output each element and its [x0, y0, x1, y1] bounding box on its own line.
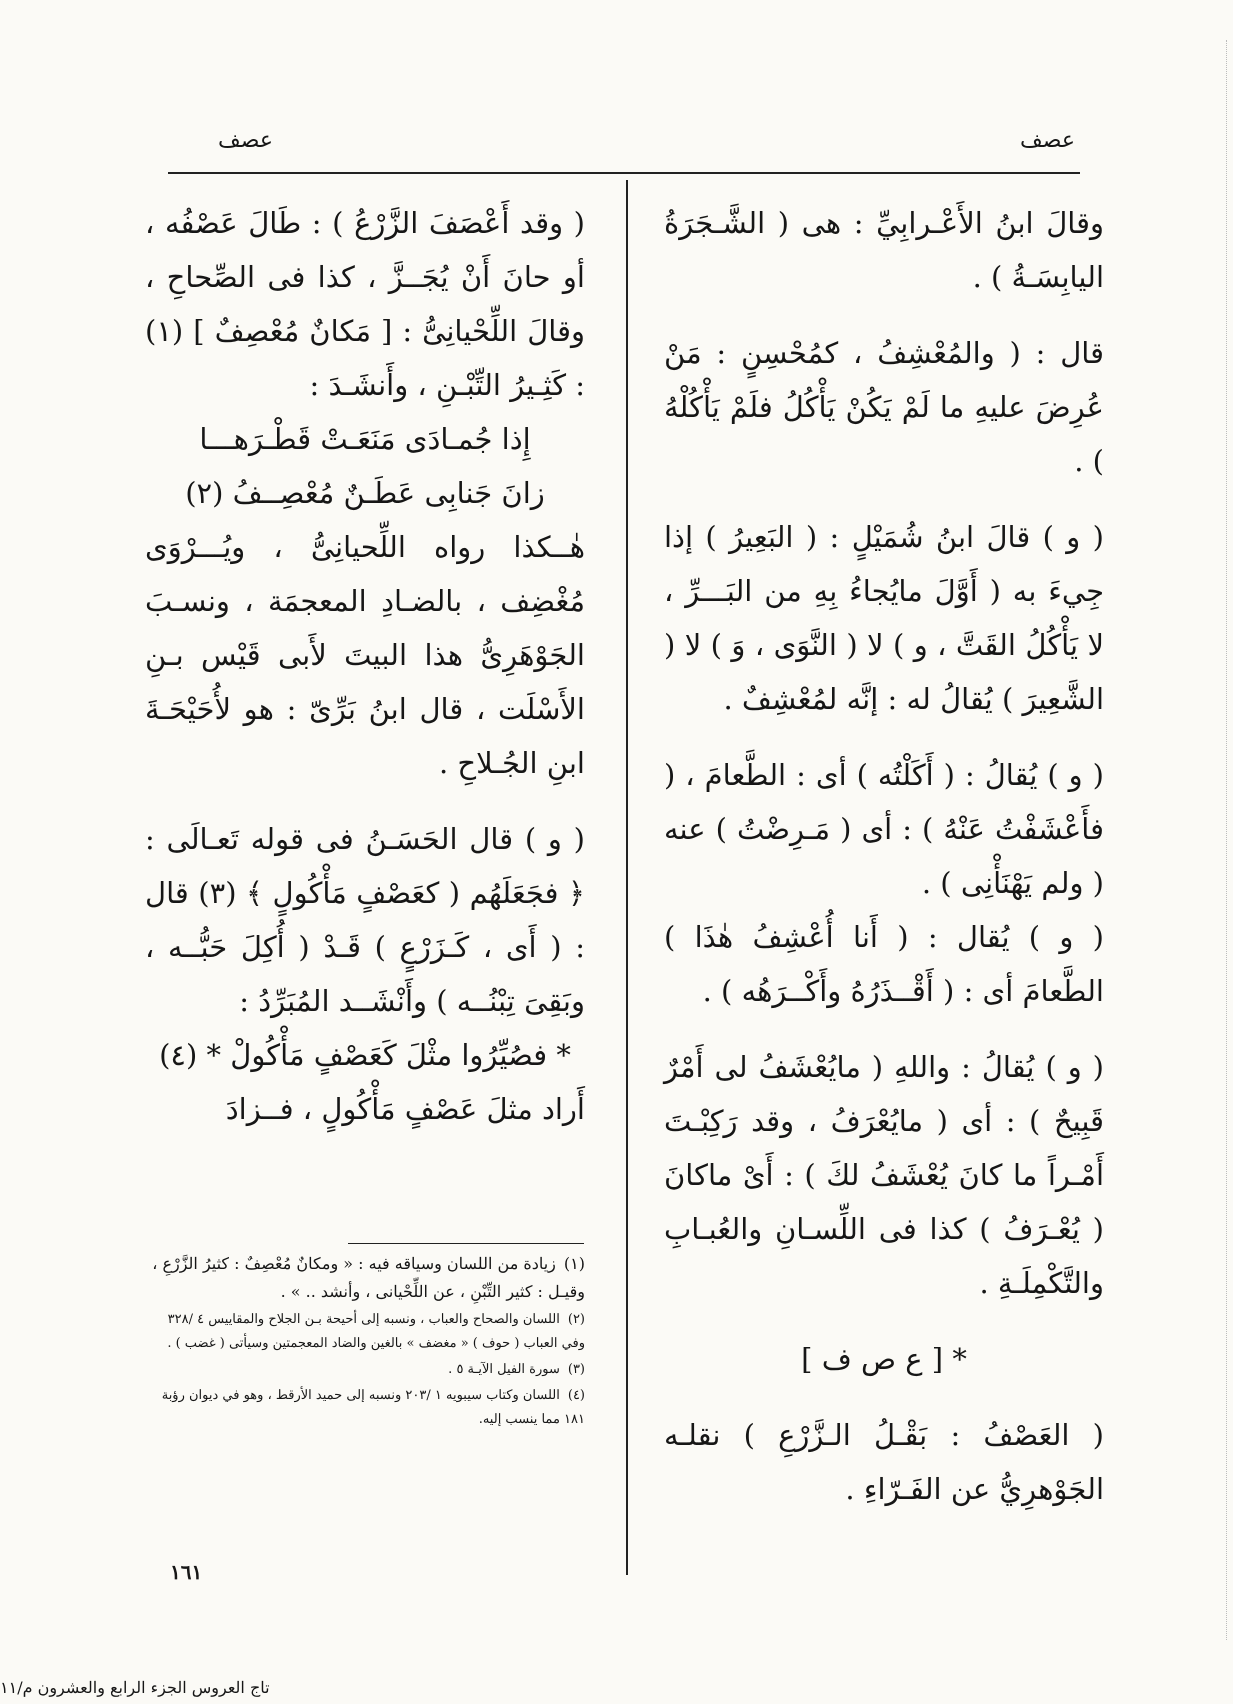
footnote	[145, 1308, 585, 1356]
verse-line: إِذا جُمـادَى مَنَعَـتْ قَطْـرَهـــا	[199, 422, 531, 456]
footnote-text: اللسان والصحاح والعباب ، ونسبه إلى أحيحة بـن الجلاح والمقاييس ٤ /٣٢٨ وفي العباب ( حوف ) « مغضف » بالغين والضاد المعجمتين وسيأتى ( غضب ) .	[167, 1312, 585, 1351]
footnote-number: (٤)	[567, 1388, 585, 1403]
footnote-number: (٢)	[567, 1312, 585, 1327]
footnotes	[145, 1250, 585, 1434]
paragraph: ( و ) يُقالُ : واللهِ ( مايُعْشَفُ لى أَمْرٌ قَبِيحٌ ) : أى ( مايُعْرَفُ ، وقد رَكِبْـتَ أَمْـراً ما كانَ يُعْشَفُ لكَ ) : أَىْ ماكانَ ( يُعْـرَفُ ) كذا فى اللِّسـانِ والعُبـابِ والتَّكْمِلَـةِ .	[664, 1050, 1104, 1300]
header-rule	[168, 172, 1080, 174]
footnote-text: اللسان وكتاب سيبويه ١ /٢٠٣ ونسبه إلى حميد الأرقط ، وهو في ديوان رؤبة ١٨١ مما ينسب إليه.	[161, 1388, 585, 1427]
right-column	[664, 196, 1104, 1516]
footnote-number: (١)	[563, 1254, 585, 1273]
paragraph: هٰــكذا رواه اللِّحيانِىُّ ، ويُـــرْوَى مُغْضِف ، بالضـادِ المعجمَة ، ونسـبَ الجَوْهَرِىُّ هذا البيتَ لأَبى قَيْس بـنِ الأَسْلَت ، قال ابنُ بَرِّىّ : هو لأُحَيْحَـةَ ابنِ الجُـلاحِ .	[145, 530, 585, 780]
paragraph: ( و ) يُقالُ : ( أَكَلْتُه ) أى : الطَّعامَ ، ( فأَعْشَفْتُ عَنْهُ ) : أى ( مَـرِضْتُ ) عنه ( ولم يَهْنَأْنِى ) .	[664, 758, 1104, 900]
footnote	[145, 1358, 585, 1382]
paragraph: أَراد مثلَ عَصْفٍ مَأْكُولٍ ، فــزادَ	[225, 1092, 585, 1126]
running-header-right: عصف	[1020, 128, 1075, 153]
footnote	[145, 1250, 585, 1306]
footnote	[145, 1384, 585, 1432]
footnote-rule	[348, 1243, 584, 1244]
left-column	[145, 196, 585, 1136]
paragraph: وقالَ ابنُ الأَعْـرابِيِّ : هى ( الشَّـجَرَةُ اليابِسَـةُ ) .	[664, 206, 1104, 294]
paragraph: ( وقد أَعْصَفَ الزَّرْعُ ) : طَالَ عَصْفُه ، أو حانَ أَنْ يُجَــزَّ ، كذا فى الصِّحاحِ ، وقالَ اللِّحْيانِىُّ : [ مَكانٌ مُعْصِفٌ ] (١) : كَثِـيرُ التِّبْـنِ ، وأَنشَـدَ :	[145, 206, 585, 402]
verse-line: زانَ جَنابِى عَطَـنٌ مُعْصِــفُ (٢)	[185, 476, 545, 510]
footnote-text: سورة الفيل الآيـة ٥ .	[448, 1362, 560, 1377]
paragraph: ( و ) قالَ ابنُ شُمَيْلٍ : ( البَعِيرُ ) إذا جِيءَ به ( أَوَّلَ مايُجاءُ بِهِ من البَـــرِّ ، لا يَأْكُلُ القَتَّ ، و ) لا ( النَّوَى ، وَ ) لا ( الشَّعِيرَ ) يُقالُ له : إنَّه لمُعْشِفٌ .	[664, 520, 1104, 716]
page-edge-dots	[1226, 40, 1231, 1640]
verse-line: * فصُيِّرُوا مثْلَ كَعَصْفٍ مَأْكُولْ * (٤)	[159, 1038, 571, 1072]
paragraph: قال : ( والمُعْشِفُ ، كمُحْسِنٍ : مَنْ عُرِضَ عليهِ ما لَمْ يَكُنْ يَأْكُلُ فلَمْ يَأْكُلْهُ ) .	[664, 336, 1104, 478]
column-divider	[626, 180, 628, 1575]
footnote-text: زيادة من اللسان وسياقه فيه : « ومكانٌ مُعْصِفٌ : كثيرُ الزَّرْعِ ، وقيـل : كثير التِّبْنِ ، عن اللِّحْيانى ، وأنشد .. » .	[152, 1254, 585, 1301]
paragraph: ( العَصْفُ : بَقْـلُ الـزَّرْعِ ) نقلـه الجَوْهرِيُّ عن الفَـرّاءِ .	[664, 1418, 1104, 1506]
footnote-number: (٣)	[567, 1362, 585, 1377]
paragraph: ( و ) يُقال : ( أَنا أُعْشِفُ هٰذَا ) الطَّعامَ أى : ( أَقْــذَرُهُ وأَكْــرَهُه ) .	[664, 920, 1104, 1008]
section-heading: * [ ع ص ف ]	[801, 1342, 967, 1376]
paragraph: ( و ) قال الحَسَـنُ فى قوله تَعـالَى : ﴿ فجَعَلَهُم ( كعَصْفٍ مَأْكُولٍ ﴾ (٣) قال : ( أَى ، كَـزَرْعٍ ) قَـدْ ( أُكِلَ حَبُّــه ، وبَقِىَ تِبْنُــه ) وأَنْشَــد المُبَرِّدُ :	[145, 822, 585, 1018]
volume-signature: تاج العروس الجزء الرابع والعشرون م/١١	[0, 1678, 270, 1697]
page-number: ١٦١	[170, 1560, 203, 1584]
running-header-left: عصف	[218, 128, 273, 153]
